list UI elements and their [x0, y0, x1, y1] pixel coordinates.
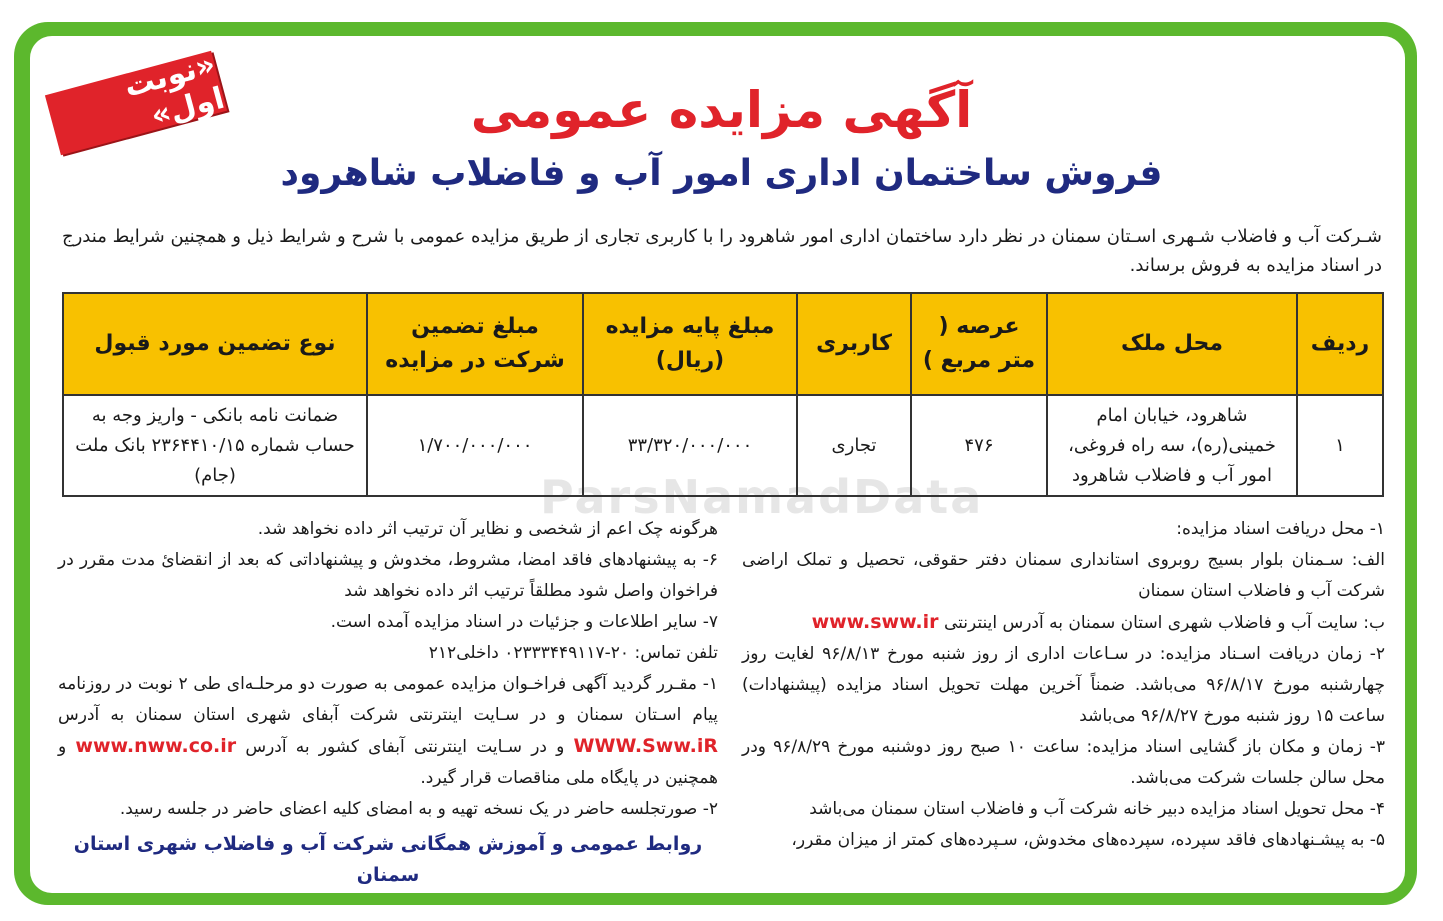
- note-1: [58, 669, 718, 794]
- condition-4: ۴- محل تحویل اسناد مزایده دبیر خانه شرکت آب و فاضلاب استان سمنان می‌باشد: [809, 799, 1385, 819]
- header-row-no: ردیف: [1297, 293, 1383, 395]
- condition-1b-text: ب: سایت آب و فاضلاب شهری استان سمنان به آدرس اینترنتی: [943, 613, 1385, 633]
- condition-6: ۶- به پیشنهادهای فاقد امضا، مشروط، مخدوش و پیشنهاداتی که بعد از انقضائ مدت مقرر در فراخوان واصل شود مطلقاً ترتیب اثر داده نخواهد شد: [58, 550, 718, 601]
- condition-7: ۷- سایر اطلاعات و جزئیات در اسناد مزایده آمده است.: [330, 612, 718, 632]
- contact-phone: تلفن تماس: ۲۰-۰۲۳۳۳۴۴۹۱۱۷ داخلی۲۱۲: [428, 643, 718, 663]
- header-guarantee-amount: مبلغ تضمین شرکت در مزایده: [367, 293, 583, 395]
- conditions-right-column: [742, 514, 1385, 856]
- condition-3: ۳- زمان و مکان باز گشایی اسناد مزایده: ساعت ۱۰ صبح روز دوشنبه مورخ ۹۶/۸/۲۹ ودر محل سالن جلسات شرکت می‌باشد.: [742, 737, 1385, 788]
- condition-2: ۲- زمان دریافت اسـناد مزایده: در سـاعات اداری از روز شنبه مورخ ۹۶/۸/۱۳ لغایت روز چهارشنبه مورخ ۹۶/۸/۱۷ می‌باشد. ضمناً آخرین مهلت تحویل اسناد مزایده (پیشنهادات) ساعت ۱۵ روز شنبه مورخ ۹۶/۸/۲۷ می‌باشد: [742, 644, 1385, 726]
- first-round-badge: «نوبت اول»: [45, 51, 227, 155]
- condition-5: ۵- به پیشـنهادهای فاقد سپرده، سپرده‌های مخدوش، سـپرده‌های کمتر از میزان مقرر،: [791, 830, 1385, 850]
- header-base-price: مبلغ پایه مزایده (ریال): [583, 293, 797, 395]
- cell-area: ۴۷۶: [911, 395, 1047, 496]
- header-guarantee-type: نوع تضمین مورد قبول: [63, 293, 367, 395]
- condition-1b: [742, 607, 1385, 639]
- cell-row-no: ۱: [1297, 395, 1383, 496]
- table-row: [63, 395, 1383, 496]
- note-2: ۲- صورتجلسه حاضر در یک نسخه تهیه و به امضای کلیه اعضای حاضر در جلسه رسید.: [119, 799, 718, 819]
- sww-website-link-2[interactable]: WWW.Sww.iR: [573, 735, 719, 757]
- conditions-left-column: [58, 514, 718, 891]
- cell-base-price: ۳۳/۳۲۰/۰۰۰/۰۰۰: [583, 395, 797, 496]
- ad-title: آگهی مزایده عمومی: [470, 81, 973, 139]
- watermark-brand: ParsNamadData: [540, 470, 984, 524]
- header-location: محل ملک: [1047, 293, 1297, 395]
- cell-guarantee-amount: ۱/۷۰۰/۰۰۰/۰۰۰: [367, 395, 583, 496]
- note-1-end: و همچنین در پایگاه ملی مناقصات قرار گیرد.: [58, 737, 718, 788]
- property-table: [62, 292, 1384, 497]
- condition-1: ۱- محل دریافت اسناد مزایده:: [1176, 519, 1385, 539]
- nww-website-link[interactable]: www.nww.co.ir: [75, 735, 237, 757]
- note-1-text: ۱- مقـرر گردید آگهی فراخـوان مزایده عمومی به صورت دو مرحلـه‌ای طی ۲ نوبت در روزنامه پیام اسـتان سمنان و در سـایت اینترنتی شرکت آبفای شهری استان سمنان به آدرس: [58, 674, 718, 725]
- cell-usage: تجاری: [797, 395, 911, 496]
- header-usage: کاربری: [797, 293, 911, 395]
- note-1-mid: و در سـایت اینترنتی آبفای کشور به آدرس: [245, 737, 565, 757]
- sww-website-link[interactable]: www.sww.ir: [811, 611, 939, 633]
- condition-5-cont: هرگونه چک اعم از شخصی و نظایر آن ترتیب اثر داده نخواهد شد.: [257, 519, 718, 539]
- cell-location: شاهرود، خیابان امام خمینی(ره)، سه راه فروغی، امور آب و فاضلاب شاهرود: [1047, 395, 1297, 496]
- header-area: عرصه ( متر مربع ): [911, 293, 1047, 395]
- ad-subtitle: فروش ساختمان اداری امور آب و فاضلاب شاهرود: [280, 153, 1163, 194]
- cell-guarantee-type: ضمانت نامه بانکی - واریز وجه به حساب شماره ۲۳۶۴۴۱۰/۱۵ بانک ملت (جام): [63, 395, 367, 496]
- public-relations-signature: روابط عمومی و آموزش همگانی شرکت آب و فاضلاب شهری استان سمنان: [73, 833, 703, 886]
- intro-paragraph: شـرکت آب و فاضلاب شـهری اسـتان سمنان در نظر دارد ساختمان اداری امور شاهرود را با کاربری تجاری از طریق مزایده عمومی با شرح و شرایط ذیل و همچنین شرایط مندرج در اسناد مزایده به فروش برساند.: [62, 226, 1382, 276]
- table-header-row: [63, 293, 1383, 395]
- condition-1a: الف: سـمنان بلوار بسیج روبروی استانداری سمنان دفتر حقوقی، تحصیل و تملک اراضی شرکت آب و فاضلاب استان سمنان: [742, 550, 1385, 601]
